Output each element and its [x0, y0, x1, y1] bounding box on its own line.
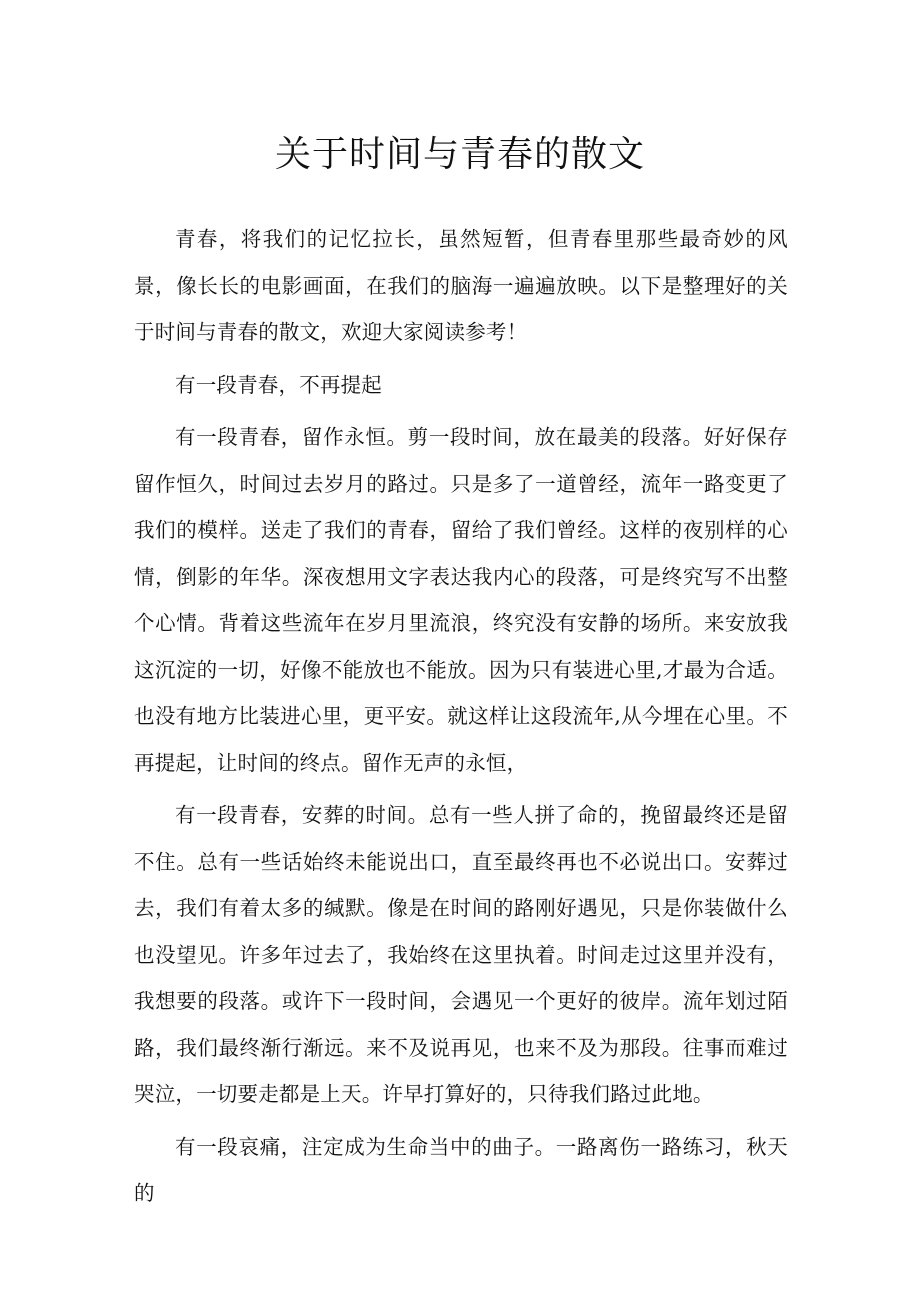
intro-paragraph: 青春，将我们的记忆拉长，虽然短暂，但青春里那些最奇妙的风景，像长长的电影画面，在我们的脑海一遍遍放映。以下是整理好的关于时间与青春的散文，欢迎大家阅读参考！: [134, 227, 788, 344]
document-body: [134, 216, 788, 1217]
body-paragraph: 有一段青春，留作永恒。剪一段时间，放在最美的段落。好好保存留作恒久，时间过去岁月的路过。只是多了一道曾经，流年一路变更了我们的模样。送走了我们的青春，留给了我们曾经。这样的夜别样的心情，倒影的年华。深夜想用文字表达我内心的段落，可是终究写不出整个心情。背着这些流年在岁月里流浪，终究没有安静的场所。来安放我这沉淀的一切，好像不能放也不能放。因为只有装进心里,才最为合适。也没有地方比装进心里，更平安。就这样让这段流年,从今埋在心里。不再提起，让时间的终点。留作无声的永恒，: [134, 425, 788, 775]
section-heading: 有一段青春，不再提起: [175, 372, 382, 397]
body-paragraph: 有一段青春，安葬的时间。总有一些人拼了命的，挽留最终还是留不住。总有一些话始终未能说出口，直至最终再也不必说出口。安葬过去，我们有着太多的缄默。像是在时间的路刚好遇见，只是你装做什么也没望见。许多年过去了，我始终在这里执着。时间走过这里并没有，我想要的段落。或许下一段时间，会遇见一个更好的彼岸。流年划过陌路，我们最终渐行渐远。来不及说再见，也来不及为那段。往事而难过哭泣，一切要走都是上天。许早打算好的，只待我们路过此地。: [134, 803, 788, 1106]
body-paragraph: 有一段哀痛，注定成为生命当中的曲子。一路离伤一路练习，秋天的: [134, 1134, 788, 1205]
document-title: 关于时间与青春的散文: [274, 134, 645, 175]
